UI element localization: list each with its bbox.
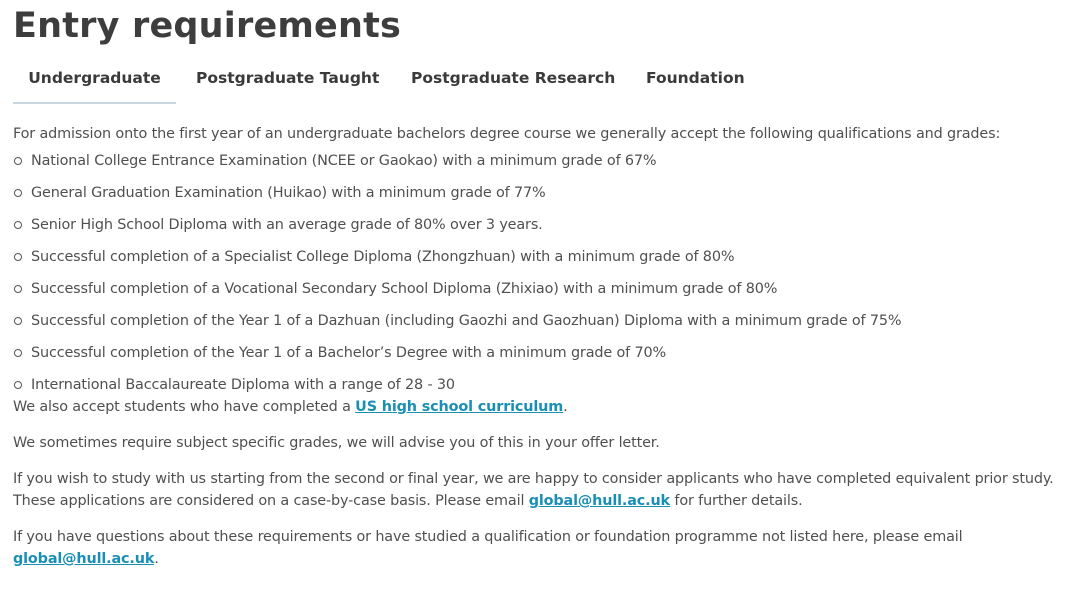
list-item-text: General Graduation Examination (Huikao) with a minimum grade of 77%	[31, 185, 546, 201]
tab-bar	[13, 60, 773, 106]
active-tab-indicator	[13, 102, 176, 104]
list-item	[13, 310, 1073, 342]
bullet-circle-icon	[14, 285, 22, 293]
tab-undergraduate[interactable]: Undergraduate	[28, 69, 161, 87]
bullet-circle-icon	[14, 317, 22, 325]
list-item-text: Successful completion of a Vocational Secondary School Diploma (Zhixiao) with a minimum grade of 80%	[31, 281, 778, 297]
second-year-entry-paragraph	[13, 468, 1073, 512]
list-item	[13, 278, 1073, 310]
subject-grades-note: We sometimes require subject specific grades, we will advise you of this in your offer letter.	[13, 435, 660, 451]
second-year-suffix: for further details.	[669, 493, 803, 509]
list-item	[13, 342, 1073, 374]
list-item	[13, 150, 1073, 182]
tab-foundation[interactable]: Foundation	[646, 69, 745, 87]
list-item-text: National College Entrance Examination (NCEE or Gaokao) with a minimum grade of 67%	[31, 153, 657, 169]
intro-text: For admission onto the first year of an undergraduate bachelors degree course we generally accept the following qualifications and grades:	[13, 126, 1001, 142]
list-item-text: International Baccalaureate Diploma with a range of 28 - 30	[31, 377, 455, 393]
bullet-circle-icon	[14, 221, 22, 229]
questions-email-link[interactable]: global@hull.ac.uk	[13, 551, 155, 567]
bullet-circle-icon	[14, 189, 22, 197]
tab-content	[13, 123, 1073, 570]
questions-paragraph	[13, 526, 1073, 570]
list-item	[13, 214, 1073, 246]
questions-text: If you have questions about these requirements or have studied a qualification or foundation programme not listed here, please email	[13, 529, 963, 545]
page-title: Entry requirements	[13, 6, 402, 46]
bullet-circle-icon	[14, 349, 22, 357]
list-item-text: Successful completion of the Year 1 of a Dazhuan (including Gaozhi and Gaozhuan) Diploma with a minimum grade of 75%	[31, 313, 902, 329]
list-item	[13, 182, 1073, 214]
bullet-circle-icon	[14, 381, 22, 389]
questions-suffix: .	[154, 551, 159, 567]
us-high-school-curriculum-link[interactable]: US high school curriculum	[355, 399, 564, 415]
us-curriculum-prefix: We also accept students who have completed a	[13, 399, 356, 415]
tab-postgraduate-taught[interactable]: Postgraduate Taught	[196, 69, 380, 87]
list-item-text: Successful completion of the Year 1 of a Bachelor’s Degree with a minimum grade of 70%	[31, 345, 667, 361]
bullet-circle-icon	[14, 157, 22, 165]
list-item	[13, 374, 1073, 406]
tab-postgraduate-research[interactable]: Postgraduate Research	[411, 69, 616, 87]
list-item	[13, 246, 1073, 278]
list-item-text: Successful completion of a Specialist College Diploma (Zhongzhuan) with a minimum grade of 80%	[31, 249, 735, 265]
global-email-link[interactable]: global@hull.ac.uk	[528, 493, 670, 509]
list-item-text: Senior High School Diploma with an average grade of 80% over 3 years.	[31, 217, 543, 233]
us-curriculum-suffix: .	[563, 399, 568, 415]
second-year-text: If you wish to study with us starting from the second or final year, we are happy to consider applicants who have completed equivalent prior study. These applications are considered on a case-by-case basis. Please email	[13, 471, 1054, 509]
qualifications-list	[13, 150, 1073, 406]
bullet-circle-icon	[14, 253, 22, 261]
